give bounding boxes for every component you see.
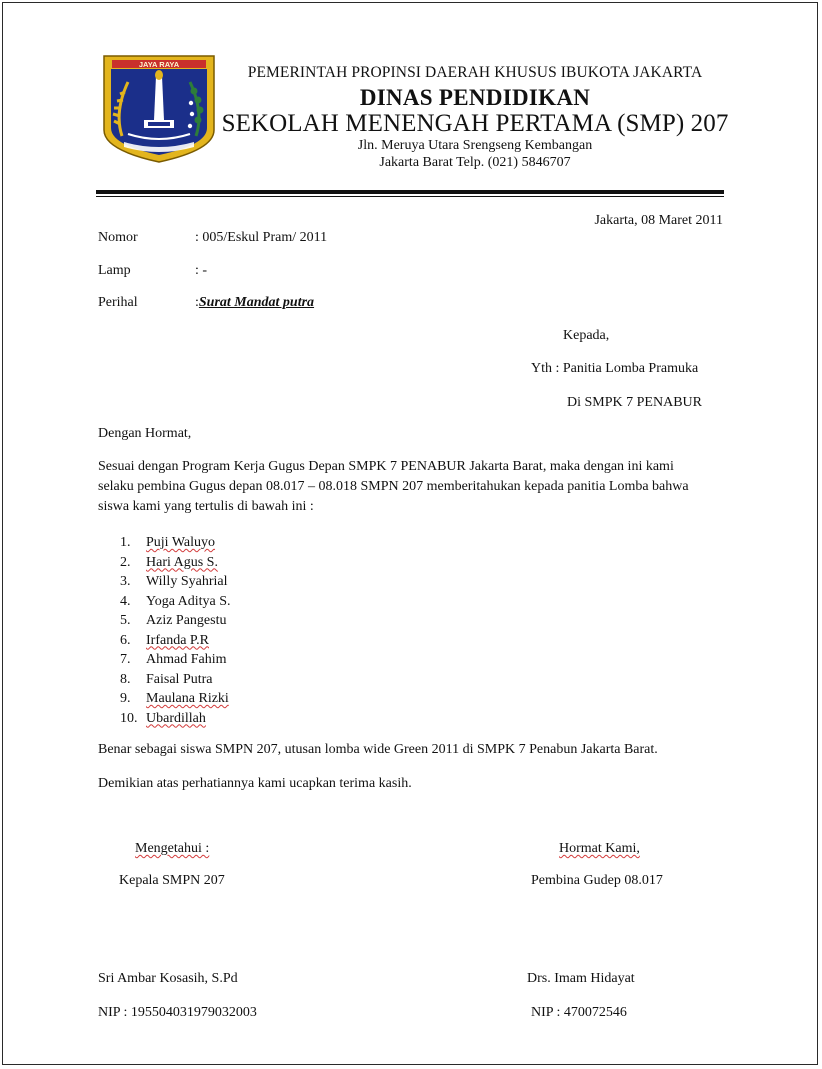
student-name: Maulana Rizki bbox=[146, 691, 229, 706]
signature-left-heading: Mengetahui : bbox=[135, 841, 210, 856]
letterhead-thin-rule bbox=[96, 196, 724, 197]
signature-left-name: Sri Ambar Kosasih, S.Pd bbox=[98, 971, 238, 986]
closing-paragraph: Demikian atas perhatiannya kami ucapkan terima kasih. bbox=[98, 776, 412, 791]
jakarta-emblem-icon bbox=[102, 54, 216, 164]
nomor-value: : 005/Eskul Pram/ 2011 bbox=[195, 230, 328, 245]
signature-right-name: Drs. Imam Hidayat bbox=[527, 971, 635, 986]
letterhead-department: DINAS PENDIDIKAN bbox=[359, 85, 591, 110]
list-item bbox=[120, 650, 231, 670]
logo-text: JAYA RAYA bbox=[138, 60, 180, 69]
nomor-label: Nomor bbox=[98, 230, 138, 245]
list-item bbox=[120, 709, 231, 729]
list-number: 7. bbox=[120, 652, 131, 667]
perihal-colon: : bbox=[195, 295, 199, 310]
student-name: Willy Syahrial bbox=[146, 574, 228, 589]
intro-paragraph bbox=[98, 457, 726, 517]
list-item bbox=[120, 592, 231, 612]
lamp-value: : - bbox=[195, 263, 208, 278]
student-name: Puji Waluyo bbox=[146, 535, 216, 550]
list-number: 5. bbox=[120, 613, 131, 628]
signature-left-title: Kepala SMPN 207 bbox=[119, 873, 225, 888]
student-name: Aziz Pangestu bbox=[146, 613, 227, 628]
signature-right-title: Pembina Gudep 08.017 bbox=[531, 873, 663, 888]
intro-line-1: Sesuai dengan Program Kerja Gugus Depan SMPK 7 PENABUR Jakarta Barat, maka dengan ini kami bbox=[98, 459, 674, 474]
student-name: Yoga Aditya S. bbox=[146, 593, 231, 609]
list-number: 2. bbox=[120, 554, 131, 570]
signature-left-nip: NIP : 195504031979032003 bbox=[98, 1005, 257, 1020]
student-name: Ahmad Fahim bbox=[146, 652, 227, 667]
recipient-yth: Yth : Panitia Lomba Pramuka bbox=[531, 361, 699, 376]
list-number: 10. bbox=[120, 710, 138, 726]
greeting: Dengan Hormat, bbox=[98, 426, 192, 441]
list-number: 9. bbox=[120, 691, 131, 706]
list-number: 6. bbox=[120, 632, 131, 648]
list-item bbox=[120, 572, 231, 592]
list-number: 1. bbox=[120, 535, 131, 550]
list-item bbox=[120, 631, 231, 651]
intro-line-2: selaku pembina Gugus depan 08.017 – 08.018 SMPN 207 memberitahukan kepada panitia Lomba bahwa bbox=[98, 479, 689, 494]
list-item bbox=[120, 611, 231, 631]
intro-line-3: siswa kami yang tertulis di bawah ini : bbox=[98, 499, 314, 514]
list-item bbox=[120, 533, 231, 553]
list-item bbox=[120, 670, 231, 690]
list-number: 4. bbox=[120, 593, 131, 609]
student-name: Ubardillah bbox=[146, 710, 206, 726]
letterhead-address: Jln. Meruya Utara Srengseng Kembangan bbox=[357, 138, 593, 153]
letterhead-government: PEMERINTAH PROPINSI DAERAH KHUSUS IBUKOTA JAKARTA bbox=[247, 64, 703, 81]
lamp-label: Lamp bbox=[98, 263, 131, 278]
statement-paragraph: Benar sebagai siswa SMPN 207, utusan lomba wide Green 2011 di SMPK 7 Penabun Jakarta Barat. bbox=[98, 742, 658, 757]
list-number: 8. bbox=[120, 671, 131, 687]
student-name: Hari Agus S. bbox=[146, 554, 218, 570]
letter-date: Jakarta, 08 Maret 2011 bbox=[594, 213, 723, 228]
perihal-value bbox=[195, 295, 314, 311]
letterhead-school: SEKOLAH MENENGAH PERTAMA (SMP) 207 bbox=[221, 110, 729, 137]
student-name: Irfanda P.R bbox=[146, 632, 209, 648]
list-item bbox=[120, 689, 231, 709]
perihal-subject: Surat Mandat putra bbox=[198, 295, 315, 310]
letterhead-thick-rule bbox=[96, 190, 724, 194]
recipient-kepada: Kepada, bbox=[563, 328, 610, 343]
recipient-location: Di SMPK 7 PENABUR bbox=[567, 395, 702, 410]
student-list bbox=[120, 533, 231, 728]
list-item bbox=[120, 553, 231, 573]
student-name: Faisal Putra bbox=[146, 671, 213, 687]
signature-right-nip: NIP : 470072546 bbox=[531, 1005, 627, 1020]
list-number: 3. bbox=[120, 574, 131, 589]
perihal-label: Perihal bbox=[98, 295, 138, 310]
letterhead-phone: Jakarta Barat Telp. (021) 5846707 bbox=[379, 155, 571, 170]
signature-right-heading: Hormat Kami, bbox=[559, 841, 640, 856]
